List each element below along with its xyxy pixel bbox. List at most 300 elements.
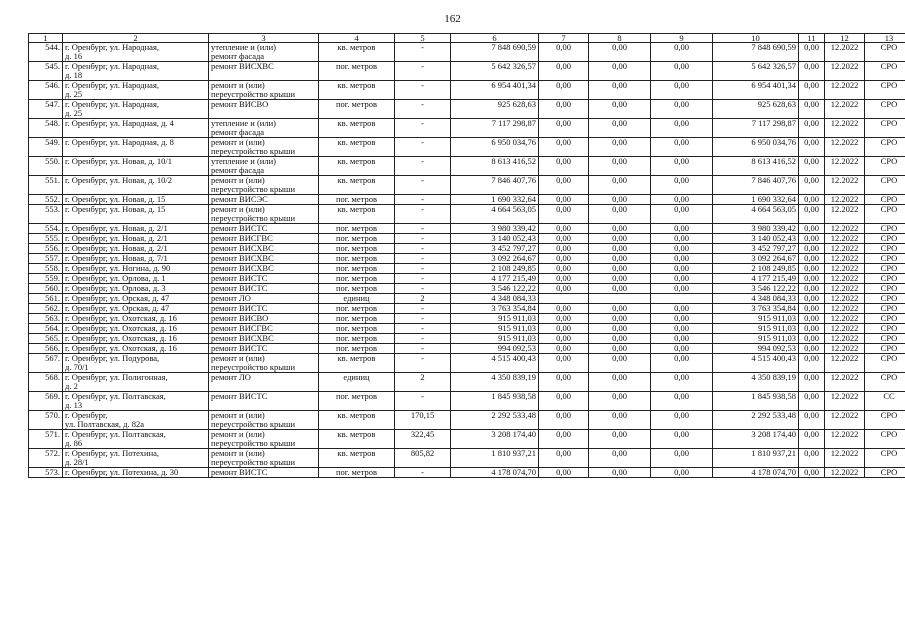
cell-method: СРО [865, 195, 905, 205]
cell-work-type: ремонт и (или) переустройство крыши [209, 205, 319, 224]
cell-fund-1: 0,00 [539, 392, 589, 411]
cell-work-type: ремонт ВИСХВС [209, 334, 319, 344]
cell-owners-funds: 3 452 797,27 [713, 244, 799, 254]
cell-completion-month: 12.2022 [825, 264, 865, 274]
cell-fund-2: 0,00 [589, 430, 651, 449]
cell-quantity: 170,15 [395, 411, 451, 430]
works-table [28, 33, 905, 478]
cell-unit: пог. метров [319, 234, 395, 244]
cell-method: СРО [865, 244, 905, 254]
cell-row-number: 565. [29, 334, 63, 344]
header-row [29, 34, 905, 43]
cell-fund-2: 0,00 [589, 314, 651, 324]
cell-completion-month: 12.2022 [825, 324, 865, 334]
cell-method: СРО [865, 344, 905, 354]
cell-unit: кв. метров [319, 449, 395, 468]
cell-fund-2: 0,00 [589, 43, 651, 62]
cell-address: г. Оренбург, ул. Новая, д. 10/1 [63, 157, 209, 176]
cell-work-type: ремонт и (или) переустройство крыши [209, 354, 319, 373]
cell-unit: пог. метров [319, 344, 395, 354]
cell-method: СС [865, 392, 905, 411]
cell-method: СРО [865, 334, 905, 344]
cell-method: СРО [865, 294, 905, 304]
cell-other-funds: 0,00 [799, 274, 825, 284]
cell-fund-3: 0,00 [651, 195, 713, 205]
cell-row-number: 567. [29, 354, 63, 373]
cell-owners-funds: 4 515 400,43 [713, 354, 799, 373]
cell-owners-funds: 915 911,03 [713, 314, 799, 324]
cell-other-funds: 0,00 [799, 304, 825, 314]
cell-fund-3: 0,00 [651, 449, 713, 468]
cell-work-type: ремонт ВИСТС [209, 224, 319, 234]
cell-other-funds: 0,00 [799, 264, 825, 274]
cell-fund-3: 0,00 [651, 284, 713, 294]
cell-address: г. Оренбург, ул. Народная, д. 8 [63, 138, 209, 157]
cell-work-type: ремонт и (или) переустройство крыши [209, 430, 319, 449]
cell-fund-2: 0,00 [589, 205, 651, 224]
column-header-2: 2 [63, 34, 209, 43]
cell-unit: пог. метров [319, 274, 395, 284]
cell-owners-funds: 5 642 326,57 [713, 62, 799, 81]
cell-owners-funds: 2 292 533,48 [713, 411, 799, 430]
cell-other-funds: 0,00 [799, 373, 825, 392]
cell-quantity: - [395, 324, 451, 334]
cell-quantity: 2 [395, 294, 451, 304]
cell-fund-1: 0,00 [539, 205, 589, 224]
table-row [29, 304, 905, 314]
cell-quantity: - [395, 119, 451, 138]
cell-address: г. Оренбург, ул. Новая, д. 2/1 [63, 244, 209, 254]
table-row [29, 244, 905, 254]
cell-fund-3: 0,00 [651, 205, 713, 224]
cell-quantity: - [395, 334, 451, 344]
cell-work-type: ремонт ВИСТС [209, 284, 319, 294]
cell-method: СРО [865, 138, 905, 157]
cell-quantity: - [395, 205, 451, 224]
cell-quantity: - [395, 392, 451, 411]
table-row [29, 195, 905, 205]
column-header-9: 9 [651, 34, 713, 43]
cell-other-funds: 0,00 [799, 294, 825, 304]
cell-total-cost: 3 546 122,22 [451, 284, 539, 294]
table-row [29, 138, 905, 157]
cell-total-cost: 7 117 298,87 [451, 119, 539, 138]
cell-work-type: ремонт ВИСГВС [209, 234, 319, 244]
cell-address: г. Оренбург, ул. Полтавская, д. 86 [63, 430, 209, 449]
table-row [29, 324, 905, 334]
cell-unit: пог. метров [319, 244, 395, 254]
cell-fund-1: 0,00 [539, 234, 589, 244]
cell-total-cost: 915 911,03 [451, 314, 539, 324]
cell-fund-3: 0,00 [651, 264, 713, 274]
cell-address: г. Оренбург, ул. Охотская, д. 16 [63, 344, 209, 354]
cell-work-type: ремонт ВИСЭС [209, 195, 319, 205]
cell-work-type: ремонт ВИСГВС [209, 324, 319, 334]
cell-owners-funds: 915 911,03 [713, 324, 799, 334]
cell-quantity: - [395, 468, 451, 478]
column-header-5: 5 [395, 34, 451, 43]
cell-fund-2: 0,00 [589, 284, 651, 294]
cell-unit: пог. метров [319, 304, 395, 314]
cell-other-funds: 0,00 [799, 430, 825, 449]
cell-fund-1: 0,00 [539, 157, 589, 176]
cell-work-type: ремонт ВИСХВС [209, 244, 319, 254]
cell-fund-2: 0,00 [589, 344, 651, 354]
cell-completion-month: 12.2022 [825, 43, 865, 62]
cell-method: СРО [865, 430, 905, 449]
cell-fund-1: 0,00 [539, 284, 589, 294]
cell-fund-2: 0,00 [589, 468, 651, 478]
cell-total-cost: 4 178 074,70 [451, 468, 539, 478]
cell-completion-month: 12.2022 [825, 354, 865, 373]
cell-total-cost: 994 092,53 [451, 344, 539, 354]
cell-total-cost: 3 980 339,42 [451, 224, 539, 234]
cell-fund-2: 0,00 [589, 195, 651, 205]
cell-owners-funds: 2 108 249,85 [713, 264, 799, 274]
cell-fund-1: 0,00 [539, 449, 589, 468]
cell-fund-2: 0,00 [589, 62, 651, 81]
cell-total-cost: 915 911,03 [451, 324, 539, 334]
cell-fund-1: 0,00 [539, 411, 589, 430]
cell-quantity: - [395, 176, 451, 195]
cell-work-type: ремонт ВИСТС [209, 304, 319, 314]
column-header-10: 10 [713, 34, 799, 43]
cell-quantity: - [395, 244, 451, 254]
cell-row-number: 546. [29, 81, 63, 100]
cell-fund-3: 0,00 [651, 234, 713, 244]
cell-other-funds: 0,00 [799, 62, 825, 81]
cell-address: г. Оренбург, ул. Полтавская, д. 13 [63, 392, 209, 411]
cell-fund-1: 0,00 [539, 274, 589, 284]
cell-unit: пог. метров [319, 100, 395, 119]
cell-work-type: ремонт и (или) переустройство крыши [209, 449, 319, 468]
cell-fund-3: 0,00 [651, 304, 713, 314]
cell-completion-month: 12.2022 [825, 294, 865, 304]
cell-quantity: - [395, 195, 451, 205]
column-header-11: 11 [799, 34, 825, 43]
cell-completion-month: 12.2022 [825, 411, 865, 430]
cell-row-number: 549. [29, 138, 63, 157]
cell-unit: кв. метров [319, 43, 395, 62]
cell-other-funds: 0,00 [799, 157, 825, 176]
cell-fund-1: 0,00 [539, 138, 589, 157]
cell-total-cost: 4 515 400,43 [451, 354, 539, 373]
cell-fund-2: 0,00 [589, 254, 651, 264]
cell-method: СРО [865, 43, 905, 62]
cell-method: СРО [865, 468, 905, 478]
cell-quantity: - [395, 138, 451, 157]
cell-quantity: - [395, 344, 451, 354]
cell-owners-funds: 915 911,03 [713, 334, 799, 344]
table-row [29, 264, 905, 274]
table-row [29, 284, 905, 294]
cell-row-number: 566. [29, 344, 63, 354]
column-header-6: 6 [451, 34, 539, 43]
cell-owners-funds: 925 628,63 [713, 100, 799, 119]
cell-work-type: ремонт и (или) переустройство крыши [209, 81, 319, 100]
cell-other-funds: 0,00 [799, 195, 825, 205]
table-row [29, 468, 905, 478]
cell-other-funds: 0,00 [799, 205, 825, 224]
cell-unit: пог. метров [319, 334, 395, 344]
cell-method: СРО [865, 254, 905, 264]
cell-fund-2: 0,00 [589, 373, 651, 392]
cell-completion-month: 12.2022 [825, 373, 865, 392]
table-row [29, 234, 905, 244]
cell-unit: пог. метров [319, 254, 395, 264]
cell-completion-month: 12.2022 [825, 468, 865, 478]
cell-work-type: утепление и (или) ремонт фасада [209, 43, 319, 62]
cell-address: г. Оренбург, ул. Потехина, д. 30 [63, 468, 209, 478]
cell-fund-3: 0,00 [651, 254, 713, 264]
cell-unit: пог. метров [319, 62, 395, 81]
cell-completion-month: 12.2022 [825, 195, 865, 205]
cell-owners-funds: 8 613 416,52 [713, 157, 799, 176]
cell-quantity: - [395, 100, 451, 119]
cell-fund-3: 0,00 [651, 324, 713, 334]
cell-fund-3: 0,00 [651, 314, 713, 324]
cell-unit: пог. метров [319, 195, 395, 205]
cell-total-cost: 1 810 937,21 [451, 449, 539, 468]
cell-other-funds: 0,00 [799, 138, 825, 157]
table-row [29, 373, 905, 392]
cell-fund-1: 0,00 [539, 43, 589, 62]
cell-unit: кв. метров [319, 205, 395, 224]
cell-unit: пог. метров [319, 324, 395, 334]
cell-work-type: ремонт и (или) переустройство крыши [209, 138, 319, 157]
cell-fund-3: 0,00 [651, 392, 713, 411]
cell-work-type: утепление и (или) ремонт фасада [209, 157, 319, 176]
cell-row-number: 562. [29, 304, 63, 314]
column-header-12: 12 [825, 34, 865, 43]
cell-other-funds: 0,00 [799, 119, 825, 138]
cell-method: СРО [865, 411, 905, 430]
cell-owners-funds: 1 845 938,58 [713, 392, 799, 411]
column-header-13: 13 [865, 34, 905, 43]
cell-fund-3: 0,00 [651, 224, 713, 234]
table-body [29, 43, 905, 478]
cell-address: г. Оренбург, ул. Народная, д. 16 [63, 43, 209, 62]
cell-fund-1: 0,00 [539, 468, 589, 478]
cell-method: СРО [865, 274, 905, 284]
cell-row-number: 569. [29, 392, 63, 411]
cell-fund-1: 0,00 [539, 254, 589, 264]
cell-completion-month: 12.2022 [825, 274, 865, 284]
cell-method: СРО [865, 62, 905, 81]
cell-owners-funds: 3 546 122,22 [713, 284, 799, 294]
cell-fund-1: 0,00 [539, 244, 589, 254]
cell-other-funds: 0,00 [799, 43, 825, 62]
cell-row-number: 568. [29, 373, 63, 392]
cell-fund-2 [589, 294, 651, 304]
table-row [29, 449, 905, 468]
table-row [29, 100, 905, 119]
cell-completion-month: 12.2022 [825, 254, 865, 264]
cell-address: г. Оренбург, ул. Народная, д. 4 [63, 119, 209, 138]
cell-total-cost: 3 208 174,40 [451, 430, 539, 449]
cell-fund-1: 0,00 [539, 373, 589, 392]
table-row [29, 119, 905, 138]
cell-total-cost: 3 092 264,67 [451, 254, 539, 264]
cell-total-cost: 925 628,63 [451, 100, 539, 119]
cell-unit: кв. метров [319, 430, 395, 449]
cell-completion-month: 12.2022 [825, 205, 865, 224]
cell-total-cost: 4 177 215,49 [451, 274, 539, 284]
cell-unit: пог. метров [319, 284, 395, 294]
table-row [29, 62, 905, 81]
cell-total-cost: 915 911,03 [451, 334, 539, 344]
cell-fund-3: 0,00 [651, 157, 713, 176]
cell-fund-2: 0,00 [589, 334, 651, 344]
cell-work-type: ремонт ВИСВО [209, 100, 319, 119]
cell-other-funds: 0,00 [799, 411, 825, 430]
cell-total-cost: 3 763 354,84 [451, 304, 539, 314]
cell-unit: кв. метров [319, 411, 395, 430]
cell-other-funds: 0,00 [799, 324, 825, 334]
table-row [29, 430, 905, 449]
cell-total-cost: 8 613 416,52 [451, 157, 539, 176]
cell-total-cost: 5 642 326,57 [451, 62, 539, 81]
column-header-1: 1 [29, 34, 63, 43]
cell-address: г. Оренбург, ул. Новая, д. 7/1 [63, 254, 209, 264]
cell-quantity: - [395, 254, 451, 264]
cell-work-type: ремонт ЛО [209, 294, 319, 304]
cell-method: СРО [865, 100, 905, 119]
table-row [29, 274, 905, 284]
cell-completion-month: 12.2022 [825, 138, 865, 157]
cell-row-number: 554. [29, 224, 63, 234]
cell-fund-2: 0,00 [589, 274, 651, 284]
cell-owners-funds: 3 763 354,84 [713, 304, 799, 314]
cell-total-cost: 3 452 797,27 [451, 244, 539, 254]
cell-other-funds: 0,00 [799, 254, 825, 264]
cell-address: г. Оренбург, ул. Подурова, д. 70/1 [63, 354, 209, 373]
cell-quantity: - [395, 354, 451, 373]
cell-fund-1: 0,00 [539, 314, 589, 324]
cell-owners-funds: 4 350 839,19 [713, 373, 799, 392]
cell-fund-2: 0,00 [589, 138, 651, 157]
cell-fund-3: 0,00 [651, 43, 713, 62]
cell-address: г. Оренбург, ул. Орская, д. 47 [63, 304, 209, 314]
cell-total-cost: 2 292 533,48 [451, 411, 539, 430]
table-row [29, 392, 905, 411]
cell-other-funds: 0,00 [799, 334, 825, 344]
page-number: 162 [444, 13, 461, 25]
cell-owners-funds: 4 177 215,49 [713, 274, 799, 284]
cell-row-number: 553. [29, 205, 63, 224]
cell-owners-funds: 7 117 298,87 [713, 119, 799, 138]
cell-unit: пог. метров [319, 314, 395, 324]
cell-quantity: - [395, 264, 451, 274]
cell-completion-month: 12.2022 [825, 284, 865, 294]
cell-fund-3: 0,00 [651, 81, 713, 100]
cell-method: СРО [865, 234, 905, 244]
cell-fund-3: 0,00 [651, 100, 713, 119]
cell-fund-1: 0,00 [539, 430, 589, 449]
cell-fund-2: 0,00 [589, 81, 651, 100]
cell-unit: кв. метров [319, 176, 395, 195]
cell-fund-3: 0,00 [651, 176, 713, 195]
cell-row-number: 560. [29, 284, 63, 294]
cell-quantity: - [395, 81, 451, 100]
cell-fund-2: 0,00 [589, 157, 651, 176]
cell-fund-3: 0,00 [651, 244, 713, 254]
cell-row-number: 572. [29, 449, 63, 468]
cell-fund-2: 0,00 [589, 176, 651, 195]
table-row [29, 334, 905, 344]
cell-completion-month: 12.2022 [825, 234, 865, 244]
column-header-3: 3 [209, 34, 319, 43]
cell-total-cost: 6 954 401,34 [451, 81, 539, 100]
cell-work-type: ремонт ВИСТС [209, 344, 319, 354]
cell-row-number: 559. [29, 274, 63, 284]
cell-row-number: 547. [29, 100, 63, 119]
cell-total-cost: 7 848 690,59 [451, 43, 539, 62]
cell-completion-month: 12.2022 [825, 314, 865, 324]
cell-owners-funds: 4 348 084,33 [713, 294, 799, 304]
cell-unit: пог. метров [319, 224, 395, 234]
cell-method: СРО [865, 373, 905, 392]
cell-quantity: - [395, 62, 451, 81]
cell-row-number: 545. [29, 62, 63, 81]
cell-completion-month: 12.2022 [825, 430, 865, 449]
table-row [29, 205, 905, 224]
cell-address: г. Оренбург, ул. Ногина, д. 90 [63, 264, 209, 274]
cell-completion-month: 12.2022 [825, 304, 865, 314]
cell-work-type: ремонт ВИСХВС [209, 62, 319, 81]
cell-completion-month: 12.2022 [825, 224, 865, 234]
cell-completion-month: 12.2022 [825, 81, 865, 100]
cell-row-number: 571. [29, 430, 63, 449]
cell-row-number: 558. [29, 264, 63, 274]
cell-method: СРО [865, 224, 905, 234]
table-row [29, 224, 905, 234]
cell-completion-month: 12.2022 [825, 344, 865, 354]
cell-fund-1: 0,00 [539, 344, 589, 354]
cell-fund-1: 0,00 [539, 119, 589, 138]
cell-fund-3: 0,00 [651, 138, 713, 157]
cell-fund-2: 0,00 [589, 244, 651, 254]
cell-completion-month: 12.2022 [825, 334, 865, 344]
cell-total-cost: 1 845 938,58 [451, 392, 539, 411]
cell-other-funds: 0,00 [799, 449, 825, 468]
table-row [29, 157, 905, 176]
column-header-4: 4 [319, 34, 395, 43]
cell-method: СРО [865, 205, 905, 224]
cell-owners-funds: 6 950 034,76 [713, 138, 799, 157]
cell-total-cost: 3 140 052,43 [451, 234, 539, 244]
cell-fund-1: 0,00 [539, 100, 589, 119]
cell-owners-funds: 6 954 401,34 [713, 81, 799, 100]
cell-fund-1: 0,00 [539, 176, 589, 195]
table-header [29, 34, 905, 43]
cell-other-funds: 0,00 [799, 100, 825, 119]
cell-other-funds: 0,00 [799, 344, 825, 354]
cell-address: г. Оренбург, ул. Новая, д. 2/1 [63, 224, 209, 234]
cell-fund-1: 0,00 [539, 334, 589, 344]
cell-fund-1: 0,00 [539, 62, 589, 81]
cell-fund-3: 0,00 [651, 354, 713, 373]
cell-other-funds: 0,00 [799, 314, 825, 324]
cell-address: г. Оренбург, ул. Охотская, д. 16 [63, 334, 209, 344]
cell-owners-funds: 7 846 407,76 [713, 176, 799, 195]
cell-quantity: - [395, 274, 451, 284]
table-row [29, 81, 905, 100]
table-row [29, 294, 905, 304]
cell-method: СРО [865, 81, 905, 100]
cell-method: СРО [865, 157, 905, 176]
cell-completion-month: 12.2022 [825, 119, 865, 138]
